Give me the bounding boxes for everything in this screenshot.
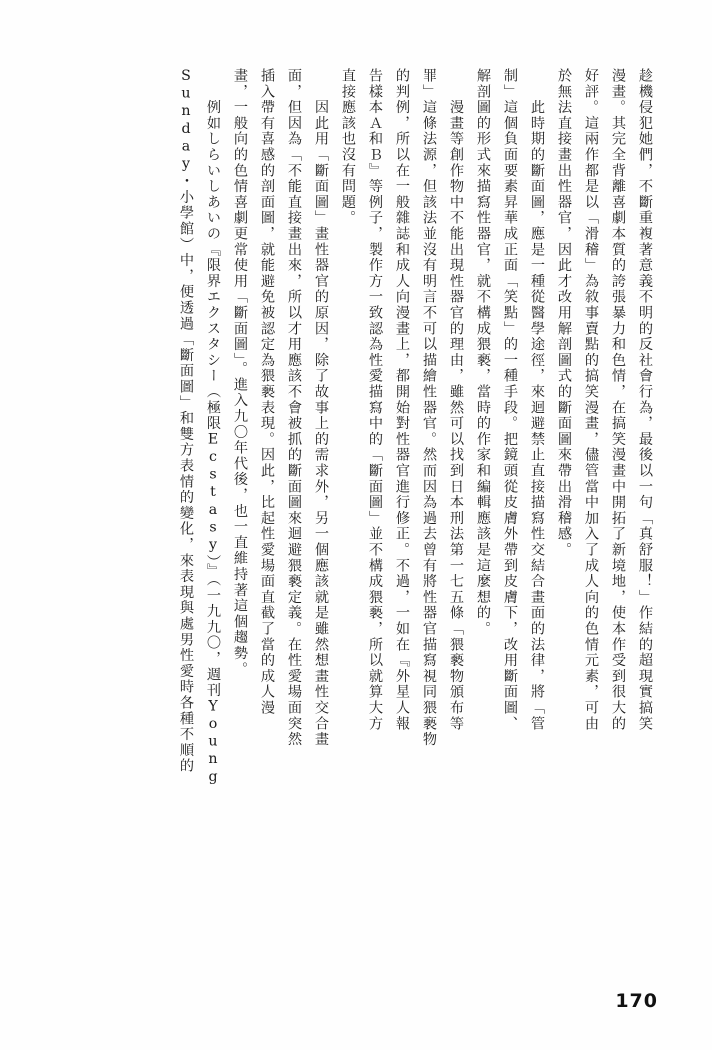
page-number: 170	[615, 990, 658, 1012]
text-column: 漫畫。其完全背離喜劇本質的誇張暴力和色情，在搞笑漫畫中開拓了新境地，使本作受到很大的	[610, 68, 626, 732]
vertical-text-body	[52, 68, 658, 948]
text-column: 趁機侵犯她們，不斷重複著意義不明的反社會行為，最後以一句「真舒服！」作結的超現實搞笑	[637, 68, 653, 732]
text-column: 於無法直接畫出性器官，因此才改用解剖圖式的斷面圖來帶出滑稽感。	[556, 68, 572, 558]
text-column: 告樣本Ａ和Ｂ』等例子，製作方一致認為性愛描寫中的「斷面圖」並不構成猥褻，所以就算大方	[367, 68, 383, 732]
text-column: 直接應該也沒有問題。	[340, 68, 356, 226]
text-column: 罪」這條法源，但該法並沒有明言不可以描繪性器官。然而因為過去曾有將性器官描寫視同猥褻物	[421, 68, 437, 748]
text-column: 例如しらいしあいの『限界エクスタシー（極限Ecstasy）』（一九九〇，週刊Young	[205, 68, 221, 787]
text-column: 漫畫等創作物中不能出現性器官的理由，雖然可以找到日本刑法第一七五條「猥褻物頒布等	[448, 68, 464, 732]
text-column: 好評。這兩作都是以「滑稽」為敘事賣點的搞笑漫畫，儘管當中加入了成人向的色情元素，可由	[583, 68, 599, 732]
text-column: 此時期的斷面圖，應是一種從醫學途徑，來迴避禁止直接描寫性交結合畫面的法律，將「管	[529, 68, 545, 732]
text-column: 因此用「斷面圖」畫性器官的原因，除了故事上的需求外，另一個應該就是雖然想畫性交合畫	[313, 68, 329, 748]
text-column: 制」這個負面要素昇華成正面「笑點」的一種手段。把鏡頭從皮膚外帶到皮膚下，改用斷面圖、	[502, 68, 518, 732]
text-column: 面，但因為「不能直接畫出來，所以才用應該不會被抓的斷面圖來迴避猥褻定義。在性愛場面突然	[286, 68, 302, 748]
text-column: 的判例，所以在一般雜誌和成人向漫畫上，都開始對性器官進行修正。不過，一如在『外星人報	[394, 68, 410, 732]
text-column: 插入帶有喜感的剖面圖，就能避免被認定為猥褻表現。因此，比起性愛場面直截了當的成人漫	[259, 68, 275, 716]
text-column: 解剖圖的形式來描寫性器官，就不構成猥褻，當時的作家和編輯應該是這麼想的。	[475, 68, 491, 637]
text-column: Sunday・小學館）中，便透過「斷面圖」和雙方表情的變化，來表現與處男性愛時各種不順的	[178, 68, 194, 774]
text-column: 畫，一般向的色情喜劇更常使用「斷面圖」。進入九〇年代後，也一直維持著這個趨勢。	[232, 68, 248, 678]
